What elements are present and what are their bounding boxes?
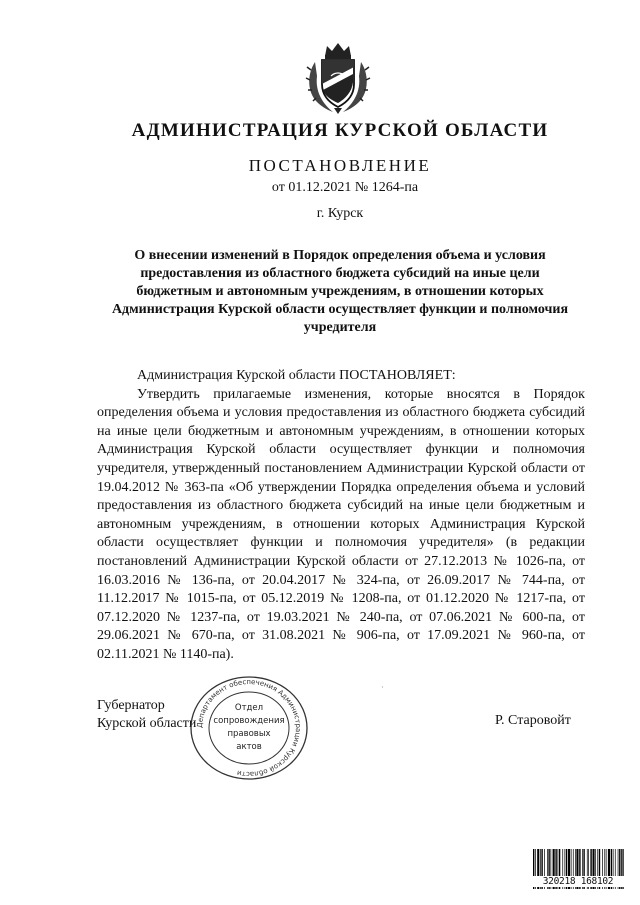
coat-of-arms-icon <box>305 40 371 116</box>
signatory-position-line1: Губернатор <box>97 698 165 713</box>
stamp-line-3: правовых <box>227 729 271 739</box>
resolution-lead: Администрация Курской области ПОСТАНОВЛЯЕТ: <box>137 368 456 383</box>
document-type: ПОСТАНОВЛЕНИЕ <box>248 156 432 175</box>
signatory-position <box>97 697 196 733</box>
scan-artifact: · <box>381 683 384 692</box>
stamp-line-1: Отдел <box>234 703 264 713</box>
document-body <box>97 367 585 665</box>
organization-title: АДМИНИСТРАЦИЯ КУРСКОЙ ОБЛАСТИ <box>131 120 549 141</box>
document-title: О внесении изменений в Порядок определения объема и условия предоставления из областного бюджета субсидий на иные цели бюджетным и автономным учреждениям, в отношении которых Администрация Курской области осуществляет функции и полномочия учредителя <box>111 248 569 335</box>
stamp-line-2: сопровождения <box>213 716 285 726</box>
document-date-number: от 01.12.2021 № 1264-па <box>271 180 419 195</box>
signatory-name: Р. Старовойт <box>495 713 571 728</box>
stamp-line-4: актов <box>236 742 262 752</box>
barcode-number: 320218 168102 <box>528 876 628 887</box>
resolution-paragraph: Утвердить прилагаемые изменения, которые вносятся в Порядок определения объема и условия предоставления из областного бюджета субсидий на иные цели бюджетным и автономным учреждениям, в отношении которых Администрация Курской области осуществляет функции и полномочия учредителя, утвержденный постановлением Администрации Курской области от 19.04.2012 № 363-па «Об утверждении Порядка определения объема и условий предоставления из областного бюджета субсидий на иные цели бюджетным и автономным учреждениям, в отношении которых Администрация Курской области осуществляет функции и полномочия учредителя» (в редакции постановлений Администрации Курской области от 27.12.2013 № 1026-па, от 16.03.2016 № 136-па, от 20.04.2017 № 324-па, от 26.09.2017 № 744-па, от 11.12.2017 № 1015-па, от 05.12.2019 № 1208-па, от 01.12.2020 № 1217-па, от 07.12.2020 № 1237-па, от 19.03.2021 № 240-па, от 07.06.2021 № 600-па, от 29.06.2021 № 670-па, от 31.08.2021 № 906-па, от 17.09.2021 № 960-па, от 02.11.2021 № 1140-па). <box>97 386 585 662</box>
stamp-outer-text: Департамент обеспечения Администрации Курской области <box>195 677 303 779</box>
document-city: г. Курск <box>316 206 364 221</box>
signatory-position-line2: Курской области <box>97 716 197 731</box>
official-stamp <box>186 672 312 780</box>
